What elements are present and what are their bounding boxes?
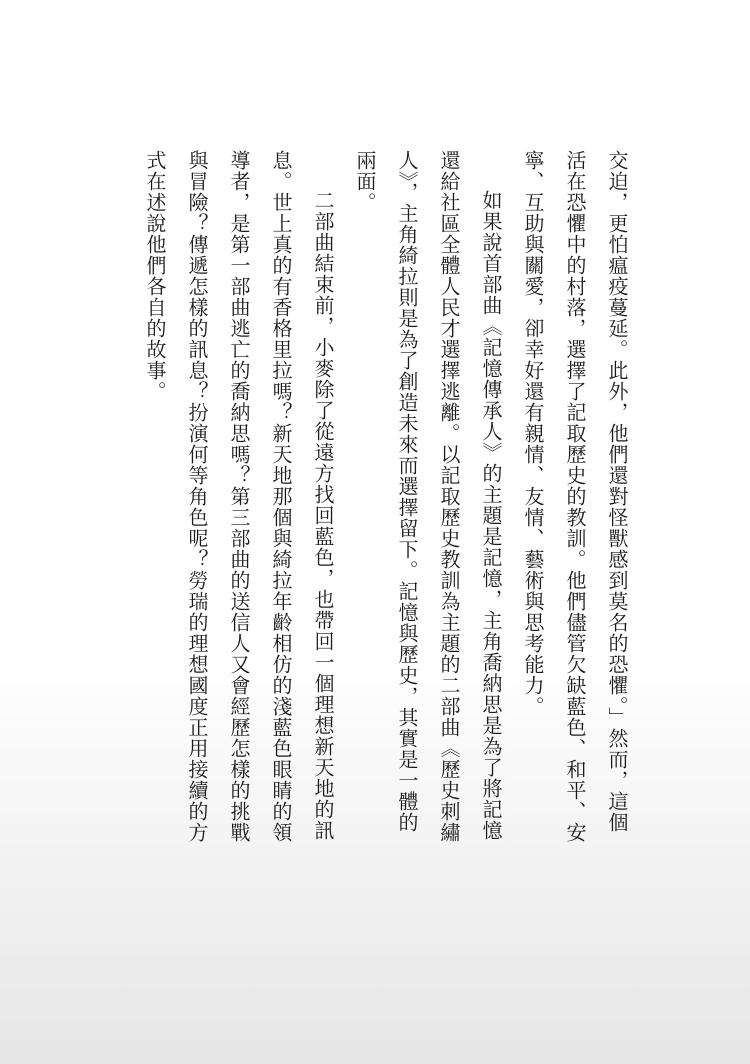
paragraph-3: 二部曲結束前，小麥除了從遠方找回藍色，也帶回一個理想新天地的訊息。世上真的有香格里拉嗎？新天地那個與綺拉年齡相仿的淺藍色眼睛的領導者，是第一部曲逃亡的喬納思嗎？第三部曲的送信人又會經歷怎樣的挑戰與冒險？傳遞怎樣的訊息？扮演何等角色呢？勞瑞的理想國度正用接續的方式在述說他們各自的故事。	[143, 150, 335, 843]
paragraph-2: 如果說首部曲《記憶傳承人》的主題是記憶，主角喬納思是為了將記憶還給社區全體人民才選擇逃離。以記取歷史教訓為主題的二部曲《歷史刺繡人》，主角綺拉則是為了創造未來而選擇留下。記憶與歷史，其實是一體的兩面。	[353, 150, 503, 843]
paragraph-1: 交迫，更怕瘟疫蔓延。此外，他們還對怪獸感到莫名的恐懼。」然而，這個活在恐懼中的村落，選擇了記取歷史的教訓。他們儘管欠缺藍色、和平、安寧、互助與關愛，卻幸好還有親情、友情、藝術與思考能力。	[521, 150, 629, 843]
vertical-text-block	[126, 150, 638, 850]
